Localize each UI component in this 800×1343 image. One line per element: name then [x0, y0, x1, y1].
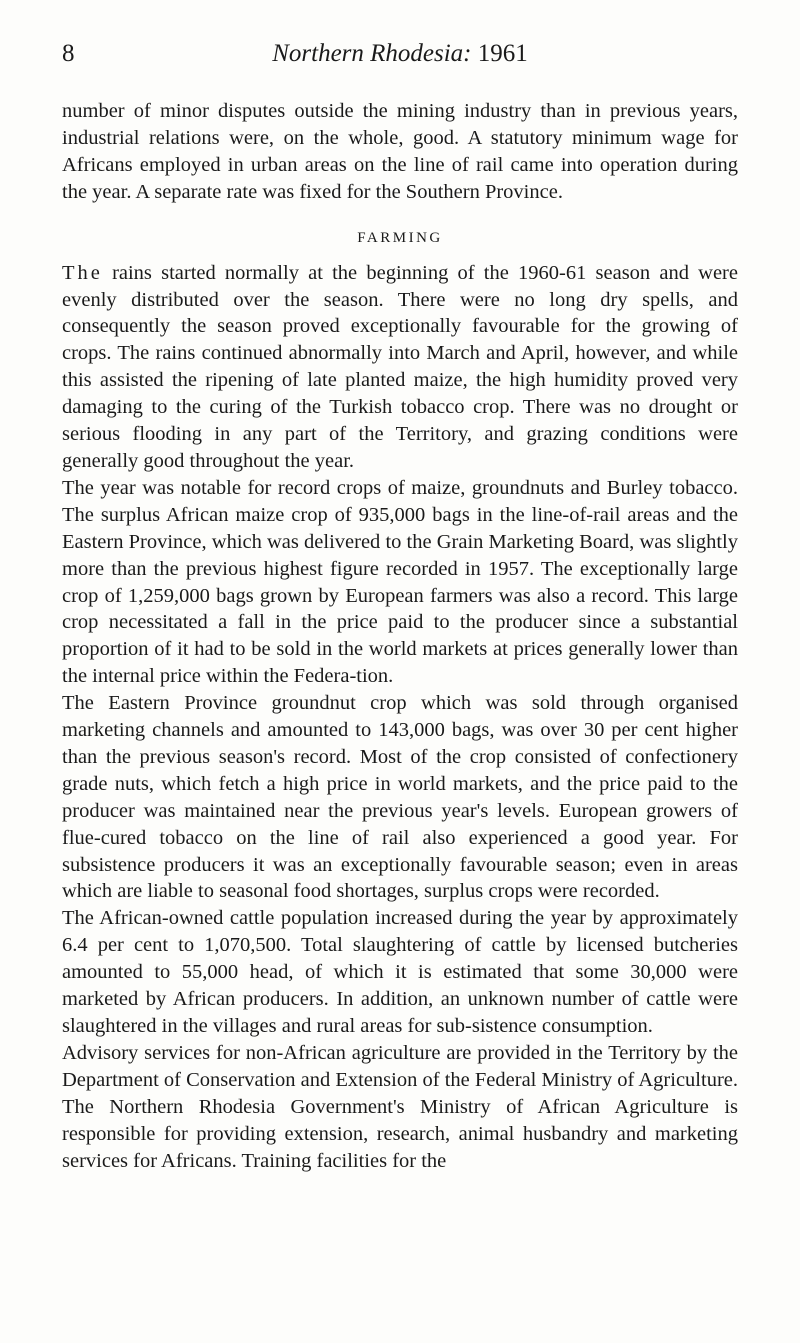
running-header	[62, 40, 738, 74]
paragraph-cattle: The African-owned cattle population increased during the year by approximately 6.4 per cent to 1,070,500. Total slaughtering of cattle by licensed butcheries amounted to 55,000 head, of which it is estimated that some 30,000 were marketed by African producers. In addition, an unknown number of cattle were slaughtered in the villages and rural areas for sub-sistence consumption.	[62, 907, 738, 1037]
paragraph-record-crops: The year was notable for record crops of maize, groundnuts and Burley tobacco. The surplus African maize crop of 935,000 bags in the line-of-rail areas and the Eastern Province, which was delivered to the Grain Marketing Board, was slightly more than the previous highest figure recorded in 1957. The exceptionally large crop of 1,259,000 bags grown by European farmers was also a record. This large crop necessitated a fall in the price paid to the producer since a substantial proportion of it had to be sold in the world markets at prices generally lower than the internal price within the Federa-tion.	[62, 476, 738, 688]
paragraph-continuation: number of minor disputes outside the mining industry than in previous years, industrial relations were, on the whole, good. A statutory minimum wage for Africans employed in urban areas on the line of rail came into operation during the year. A separate rate was fixed for the Southern Province.	[62, 100, 738, 203]
running-title-year: 1961	[477, 40, 528, 67]
paragraph-groundnuts: The Eastern Province groundnut crop which was sold through organised marketing channels and amounted to 143,000 bags, was over 30 per cent higher than the previous season's record. Most of the crop consisted of confectionery grade nuts, which fetch a high price in world markets, and the price paid to the producer was maintained near the previous year's levels. European growers of flue-cured tobacco on the line of rail also experienced a good year. For subsistence producers it was an exceptionally favourable season; even in areas which are liable to seasonal food shortages, surplus crops were recorded.	[62, 692, 738, 903]
paragraph-lead-in: The	[62, 261, 103, 284]
paragraph-farming-rains-text: rains started normally at the beginning of the 1960-61 season and were evenly distributed over the season. There were no long dry spells, and consequently the season proved exceptionally favourable for the growing of crops. The rains continued abnormally into March and April, however, and while this assisted the ripening of late planted maize, the high humidity proved very damaging to the curing of the Turkish tobacco crop. There was no drought or serious flooding in any part of the Territory, and grazing conditions were generally good throughout the year.	[62, 261, 738, 472]
paragraph-advisory-services: Advisory services for non-African agriculture are provided in the Territory by the Department of Conservation and Extension of the Federal Ministry of Agriculture. The Northern Rhodesia Government's Ministry of African Agriculture is responsible for providing extension, research, animal husbandry and marketing services for Africans. Training facilities for the	[62, 1041, 738, 1172]
body-text	[62, 98, 738, 1174]
paragraph-farming-rains	[62, 260, 738, 475]
section-heading-farming: FARMING	[357, 229, 443, 246]
page-number: 8	[62, 40, 75, 67]
running-title	[62, 40, 738, 68]
running-title-text: Northern Rhodesia:	[272, 40, 472, 67]
